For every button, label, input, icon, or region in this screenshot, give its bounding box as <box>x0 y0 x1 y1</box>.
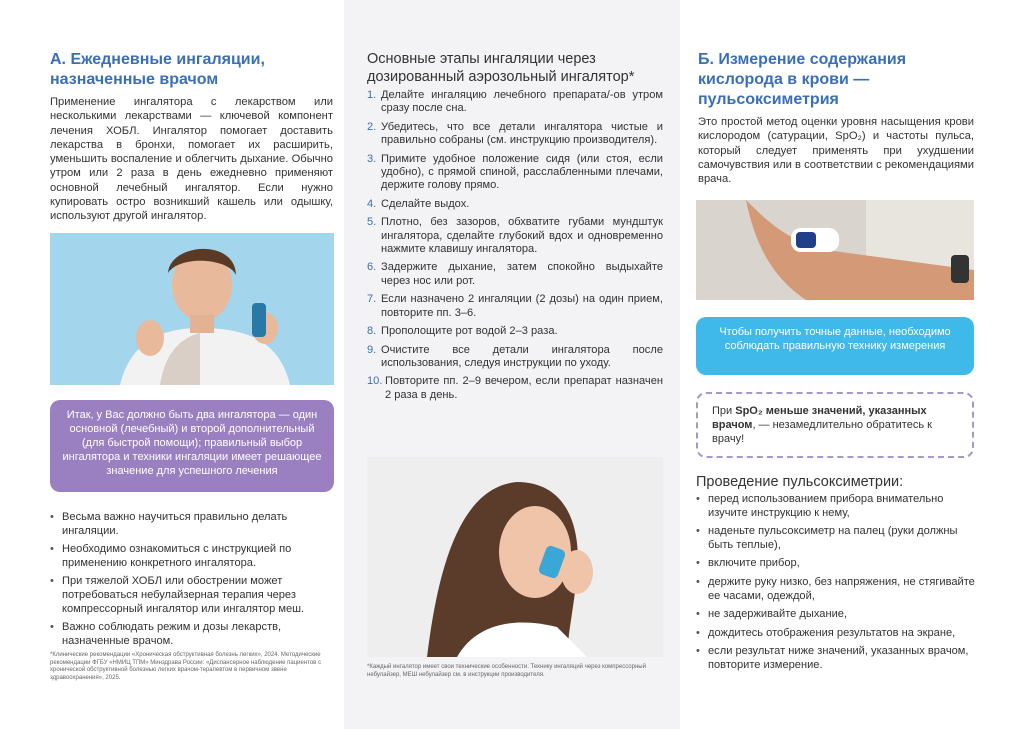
list-item: • держите руку низко, без напряжения, не стягивайте ее часами, одеждой, <box>696 576 976 603</box>
list-item: 8. Прополощите рот водой 2–3 раза. <box>367 325 558 338</box>
pulse-oximeter-illustration <box>696 200 974 300</box>
section-b-intro: Это простой метод оценки уровня насыщения крови кислородом (сатурации, SpO₂) и частоты пульса, который следует применять при ухудшении самочувствия или в соответствии с рекомендациями врача. <box>698 116 974 186</box>
list-item: 3. Примите удобное положение сидя (или стоя, если удобно), с прямой спиной, расслабленными плечами, держите голову прямо. <box>367 152 663 192</box>
section-b-heading: Б. Измерение содержания кислорода в крови — пульсоксиметрия <box>698 51 907 108</box>
list-item: • если результат ниже значений, указанных врачом, повторите измерение. <box>696 645 976 672</box>
list-item: 4. Сделайте выдох. <box>367 197 470 210</box>
list-item: • наденьте пульсоксиметр на палец (руки должны быть теплые), <box>696 525 976 552</box>
column-b <box>344 0 680 729</box>
list-item: 1. Делайте ингаляцию лечебного препарата/-ов утром сразу после сна. <box>367 89 663 115</box>
section-a-footnote: *Клинические рекомендации «Хроническая обструктивная болезнь легких», 2024. Методические рекомендации ФГБУ «НМИЦ ТПМ» Минздрава России: «Диспансерное наблюдение пациентов с хронической обструктивной болезнью легких врачом-терапевтом в первичном звене здравоохранения», 2025. <box>50 652 322 681</box>
list-item: • Необходимо ознакомиться с инструкцией по применению конкретного ингалятора. <box>50 543 334 570</box>
accuracy-note-box <box>696 317 974 375</box>
procedure-heading: Проведение пульсоксиметрии: <box>696 474 904 490</box>
list-item: • не задерживайте дыхание, <box>696 608 976 622</box>
two-inhalers-summary-box <box>50 400 334 492</box>
section-a-bullets <box>50 511 334 653</box>
list-item: 7. Если назначено 2 ингаляции (2 дозы) на один прием, повторите пп. 3–6. <box>367 293 663 319</box>
list-item: 2. Убедитесь, что все детали ингалятора чистые и правильно собраны (см. инструкцию производителя). <box>367 120 663 147</box>
steps-heading: Основные этапы ингаляции через дозированный аэрозольный ингалятор* <box>367 51 635 85</box>
column-c <box>680 0 1024 729</box>
spo2-warning-bold: SpO₂ меньше значений, указанных врачом <box>712 405 927 431</box>
section-a-heading: А. Ежедневные ингаляции, назначенные врачом <box>50 51 265 88</box>
accuracy-note-text: Чтобы получить точные данные, необходимо соблюдать правильную технику измерения <box>719 326 951 352</box>
steps-footnote: *Каждый ингалятор имеет свои технические особенности. Технику ингаляций через компрессорный небулайзер, МЕШ небулайзер см. в инструкции производителя. <box>367 664 646 678</box>
list-item: 9. Очистите все детали ингалятора после использования, следуя инструкции по уходу. <box>367 343 663 369</box>
inhalation-steps-list <box>367 89 663 407</box>
man-with-inhaler-photo <box>50 233 334 385</box>
list-item: • Весьма важно научиться правильно делать ингаляции. <box>50 511 334 538</box>
list-item: • перед использованием прибора внимательно изучите инструкцию к нему, <box>696 493 976 520</box>
list-item: • включите прибор, <box>696 557 976 571</box>
woman-with-inhaler-photo <box>367 457 663 657</box>
list-item: 6. Задержите дыхание, затем спокойно выдыхайте через нос или рот. <box>367 261 663 287</box>
man-with-inhaler-illustration <box>50 233 334 385</box>
list-item: • При тяжелой ХОБЛ или обострении может потребоваться небулайзерная терапия через компрессорный ингалятор или ингалятор меш. <box>50 575 334 616</box>
pulse-oximeter-photo <box>696 200 974 300</box>
spo2-warning-box: При SpO₂ меньше значений, указанных врачом, — незамедлительно обратитесь к врачу! <box>696 392 974 458</box>
list-item: • дождитесь отображения результатов на экране, <box>696 627 976 641</box>
list-item: • Важно соблюдать режим и дозы лекарств, назначенные врачом. <box>50 621 334 648</box>
two-inhalers-summary-text: Итак, у Вас должно быть два ингалятора — один основной (лечебный) и второй дополнительный (для быстрой помощи); правильный выбор ингалятора и техники ингаляции имеет решающее значение для успешного лечения <box>62 409 322 477</box>
procedure-list <box>696 493 976 678</box>
woman-with-inhaler-illustration <box>367 457 663 657</box>
list-item: 5. Плотно, без зазоров, обхватите губами мундштук ингалятора, сделайте глубокий вдох и одновременно нажмите клавишу ингалятора. <box>367 216 663 256</box>
column-a <box>0 0 344 729</box>
section-a-intro: Применение ингалятора с лекарством или несколькими лекарствами — ключевой компонент лечения ХОБЛ. Ингалятор помогает доставить лекарства в бронхи, помогает их расширить, уменьшить воспаление и облегчить дыхание. Обычно утром или 2 раза в день ежедневно применяют основной лечебный ингалятор. Если нужно купировать остро возникший кашель или одышку, используют другой ингалятор. <box>50 96 333 223</box>
list-item: 10. Повторите пп. 2–9 вечером, если препарат назначен 2 раза в день. <box>367 375 663 401</box>
